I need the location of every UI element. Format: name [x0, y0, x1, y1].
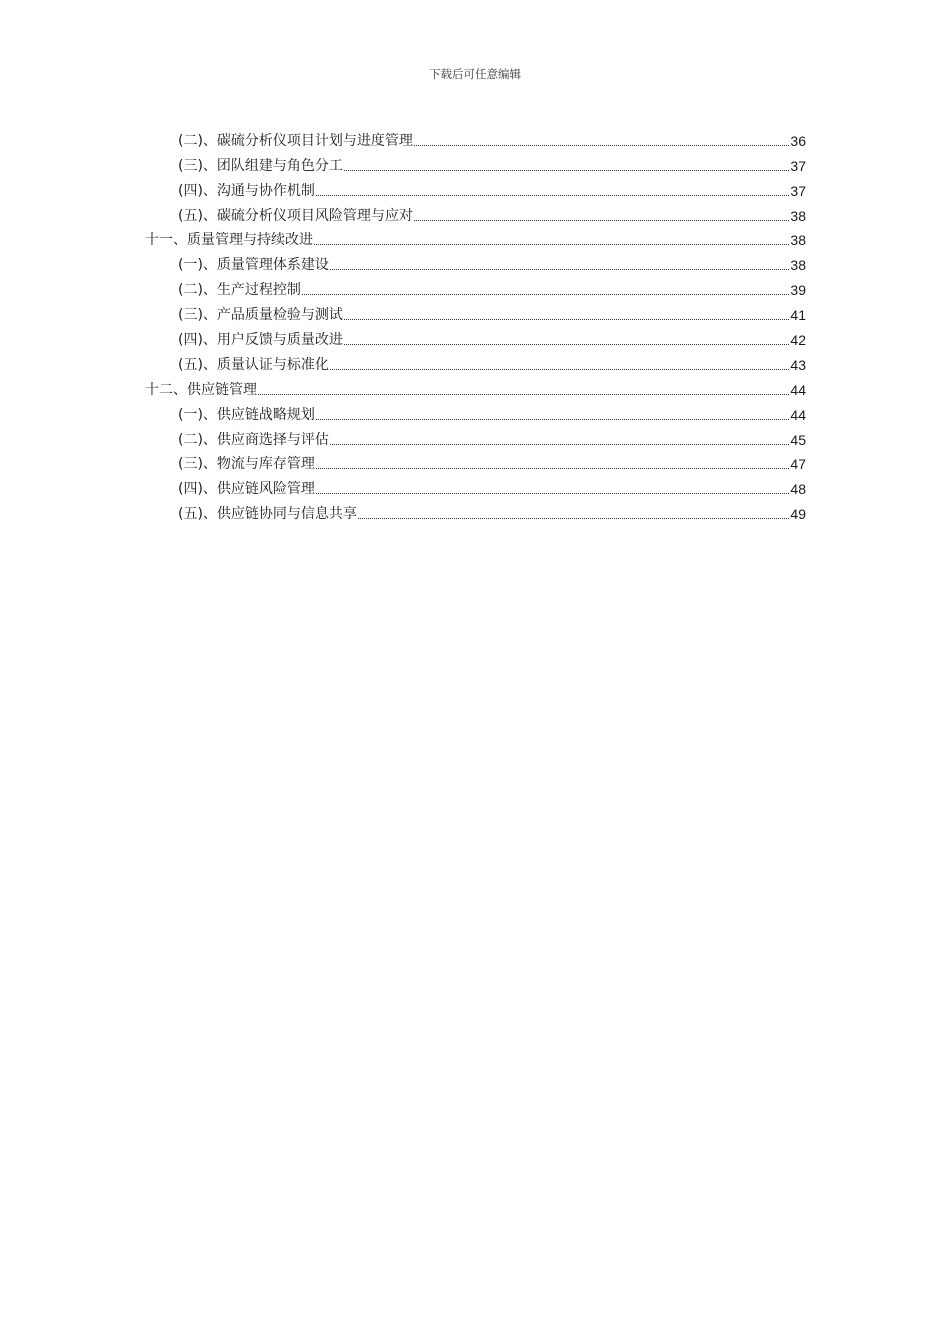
toc-dot-leader: [330, 444, 789, 445]
toc-entry[interactable]: [178, 127, 806, 152]
toc-entry-label: (一)、供应链战略规划: [178, 406, 315, 423]
toc-entry[interactable]: [178, 152, 806, 177]
toc-entry-page-number: 49: [790, 506, 806, 523]
toc-entry-page-number: 36: [790, 132, 806, 149]
toc-dot-leader: [314, 244, 789, 245]
toc-dot-leader: [316, 195, 789, 196]
toc-entry[interactable]: [145, 227, 806, 252]
toc-entry-label: (五)、质量认证与标准化: [178, 356, 329, 373]
toc-entry-page-number: 41: [790, 307, 806, 324]
toc-entry-page-number: 48: [790, 481, 806, 498]
toc-dot-leader: [344, 319, 789, 320]
toc-dot-leader: [344, 170, 789, 171]
toc-entry-label: (四)、供应链风险管理: [178, 481, 315, 498]
toc-entry[interactable]: [145, 376, 806, 401]
toc-entry-label: (二)、供应商选择与评估: [178, 431, 329, 448]
toc-entry-page-number: 39: [790, 282, 806, 299]
page-header: 下载后可任意编辑: [429, 67, 521, 81]
toc-entry-label: (三)、物流与库存管理: [178, 456, 315, 473]
toc-dot-leader: [344, 344, 789, 345]
toc-entry-page-number: 38: [790, 257, 806, 274]
table-of-contents: [0, 127, 950, 525]
toc-entry-page-number: 44: [790, 381, 806, 398]
toc-entry-page-number: 38: [790, 232, 806, 249]
toc-dot-leader: [316, 419, 789, 420]
toc-entry-page-number: 38: [790, 207, 806, 224]
toc-entry[interactable]: [178, 351, 806, 376]
toc-dot-leader: [316, 493, 789, 494]
toc-entry-page-number: 45: [790, 431, 806, 448]
toc-entry-label: (二)、生产过程控制: [178, 282, 301, 299]
toc-entry[interactable]: [178, 251, 806, 276]
toc-entry-page-number: 47: [790, 456, 806, 473]
toc-dot-leader: [316, 468, 789, 469]
toc-dot-leader: [358, 518, 789, 519]
toc-dot-leader: [414, 145, 789, 146]
toc-entry-label: (二)、碳硫分析仪项目计划与进度管理: [178, 132, 413, 149]
toc-entry-label: (四)、用户反馈与质量改进: [178, 332, 343, 349]
toc-entry-label: (三)、产品质量检验与测试: [178, 307, 343, 324]
toc-entry-page-number: 37: [790, 157, 806, 174]
toc-entry-label: (四)、沟通与协作机制: [178, 182, 315, 199]
toc-entry[interactable]: [178, 451, 806, 476]
toc-entry[interactable]: [178, 301, 806, 326]
toc-entry[interactable]: [178, 202, 806, 227]
toc-entry-label: (一)、质量管理体系建设: [178, 257, 329, 274]
toc-entry-page-number: 37: [790, 182, 806, 199]
toc-dot-leader: [330, 269, 789, 270]
toc-entry[interactable]: [178, 276, 806, 301]
toc-dot-leader: [302, 294, 789, 295]
toc-entry[interactable]: [178, 177, 806, 202]
toc-dot-leader: [330, 369, 789, 370]
toc-entry-page-number: 43: [790, 356, 806, 373]
toc-entry[interactable]: [178, 326, 806, 351]
toc-entry-label: (五)、碳硫分析仪项目风险管理与应对: [178, 207, 413, 224]
toc-dot-leader: [414, 220, 789, 221]
toc-entry[interactable]: [178, 475, 806, 500]
toc-entry-label: 十二、供应链管理: [145, 381, 257, 398]
toc-entry[interactable]: [178, 401, 806, 426]
toc-entry-page-number: 42: [790, 332, 806, 349]
toc-entry-label: (三)、团队组建与角色分工: [178, 157, 343, 174]
toc-entry-page-number: 44: [790, 406, 806, 423]
toc-entry[interactable]: [178, 500, 806, 525]
toc-entry-label: 十一、质量管理与持续改进: [145, 232, 313, 249]
toc-entry[interactable]: [178, 426, 806, 451]
toc-entry-label: (五)、供应链协同与信息共享: [178, 506, 357, 523]
toc-dot-leader: [258, 394, 789, 395]
